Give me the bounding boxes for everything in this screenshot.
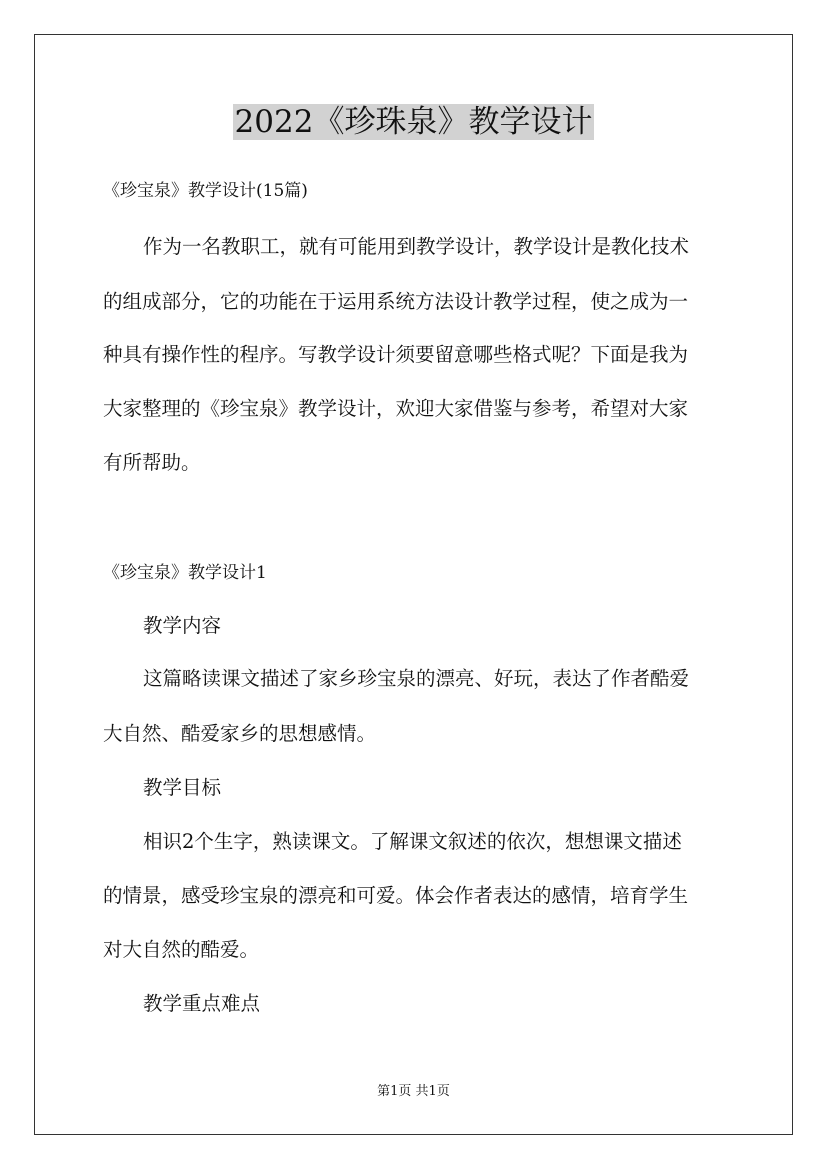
document-subtitle: 《珍宝泉》教学设计(15篇) bbox=[103, 181, 308, 201]
page-footer: 第1页 共1页 bbox=[377, 1084, 450, 1099]
goals-line-1: 相识2个生字，熟读课文。了解课文叙述的依次，想想课文描述 bbox=[143, 830, 682, 853]
content-heading: 教学内容 bbox=[143, 614, 222, 637]
intro-line-2: 的组成部分，它的功能在于运用系统方法设计教学过程，使之成为一 bbox=[103, 290, 689, 313]
content-line-1: 这篇略读课文描述了家乡珍宝泉的漂亮、好玩，表达了作者酷爱 bbox=[143, 667, 690, 690]
key-points-heading: 教学重点难点 bbox=[143, 992, 261, 1015]
goals-heading: 教学目标 bbox=[143, 776, 222, 799]
title-text: 2022《珍珠泉》教学设计 bbox=[234, 104, 593, 140]
intro-line-4: 大家整理的《珍宝泉》教学设计，欢迎大家借鉴与参考，希望对大家 bbox=[103, 397, 689, 420]
intro-line-5: 有所帮助。 bbox=[103, 451, 201, 474]
section-title: 《珍宝泉》教学设计1 bbox=[103, 563, 267, 583]
goals-line-3: 对大自然的酷爱。 bbox=[103, 938, 260, 961]
document-title bbox=[0, 100, 827, 144]
content-line-2: 大自然、酷爱家乡的思想感情。 bbox=[103, 722, 377, 745]
intro-line-1: 作为一名教职工，就有可能用到教学设计，教学设计是教化技术 bbox=[143, 235, 690, 258]
intro-line-3: 种具有操作性的程序。写教学设计须要留意哪些格式呢？下面是我为 bbox=[103, 343, 689, 366]
goals-line-2: 的情景，感受珍宝泉的漂亮和可爱。体会作者表达的感情，培育学生 bbox=[103, 884, 689, 907]
